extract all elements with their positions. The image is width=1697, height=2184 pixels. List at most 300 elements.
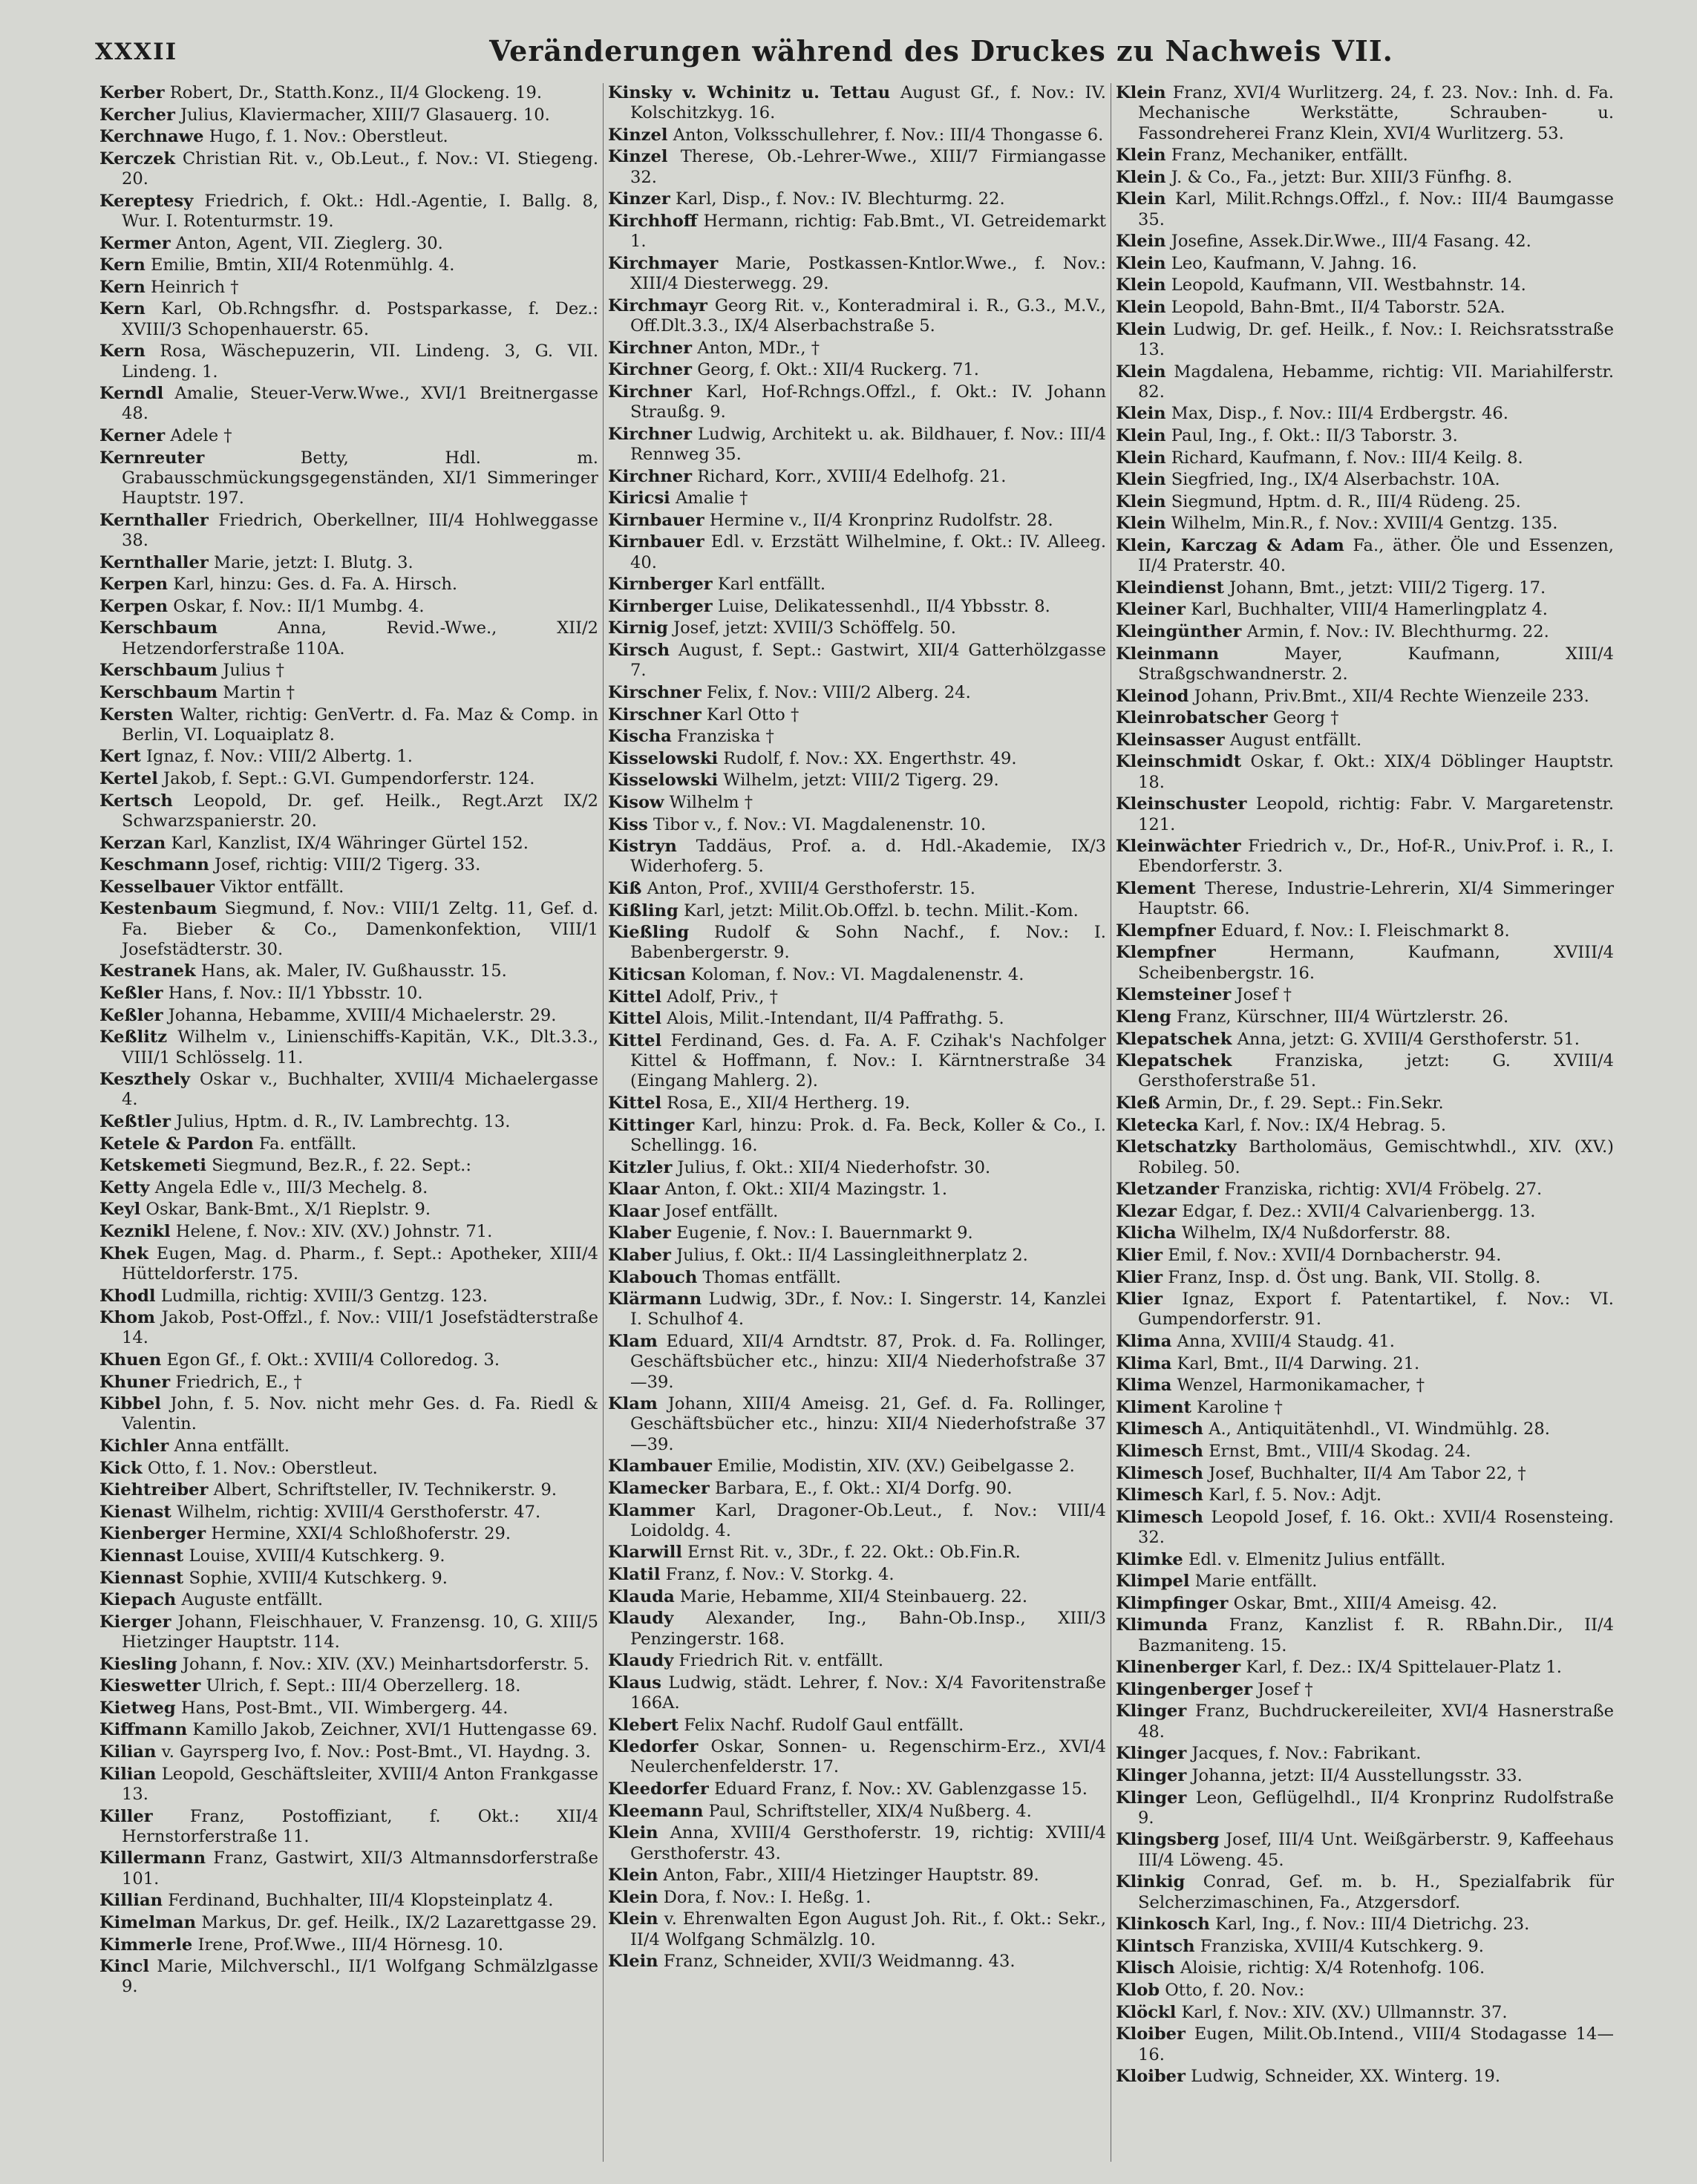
entry-name: Klisch [1116, 1958, 1175, 1978]
entry-details: Felix Nachf. Rudolf Gaul entfällt. [684, 1715, 964, 1735]
entry-details: Anton, Volksschullehrer, f. Nov.: III/4 Thongasse 6. [673, 125, 1104, 145]
directory-entry [1116, 1332, 1614, 1352]
entry-details: Rudolf, f. Nov.: XX. Engerthstr. 49. [723, 748, 1017, 768]
directory-entry [608, 683, 1106, 703]
entry-details: Therese, Ob.-Lehrer-Wwe., XIII/7 Firmiangasse 32. [630, 147, 1107, 187]
directory-entry [1116, 879, 1614, 920]
directory-entry [99, 1913, 598, 1933]
entry-name: Klepatschek [1116, 1051, 1232, 1071]
entry-name: Kittel [608, 987, 662, 1007]
entry-name: Ketty [99, 1177, 150, 1197]
directory-entry [99, 984, 598, 1004]
entry-name: Klintsch [1116, 1936, 1195, 1956]
entry-details: Oskar, f. Nov.: II/1 Mumbg. 4. [173, 596, 425, 616]
entry-name: Kerschbaum [99, 682, 218, 702]
directory-entry [1116, 1658, 1614, 1678]
entry-name: Klimesch [1116, 1485, 1203, 1505]
entry-details: Hermine v., II/4 Kronprinz Rudolfstr. 28. [709, 510, 1053, 530]
directory-entry [1116, 1376, 1614, 1396]
directory-entry [608, 641, 1106, 681]
entry-name: Kerndl [99, 384, 164, 404]
entry-name: Klimesch [1116, 1507, 1203, 1527]
directory-entry [99, 618, 598, 659]
entry-details: Karl entfällt. [717, 575, 826, 595]
directory-entry [1116, 837, 1614, 877]
entry-name: Kinsky v. Wchinitz u. Tettau [608, 83, 891, 102]
directory-entry [608, 1456, 1106, 1477]
entry-name: Klärmann [608, 1289, 702, 1310]
directory-entry [608, 1866, 1106, 1886]
directory-entry [608, 83, 1106, 124]
entry-details: Anton, Prof., XVIII/4 Gersthoferstr. 15. [647, 879, 975, 898]
directory-entry [99, 1524, 598, 1544]
entry-details: Franz, XVI/4 Wurlitzerg. 24, f. 23. Nov.: Inh. d. Fa. Mechanische Werkstätte, Schrauben- u. Fassondreherei Franz Klein, XVI/4 Wurlitzerg. 53. [1138, 83, 1614, 143]
directory-entry [1116, 644, 1614, 685]
entry-details: Anton, Fabr., XIII/4 Hietzinger Hauptstr. 89. [663, 1866, 1039, 1886]
entry-details: v. Ehrenwalten Egon August Joh. Rit., f. Okt.: Sekr., II/4 Wolfgang Schmälzlg. 10. [630, 1909, 1106, 1949]
directory-entry [99, 83, 598, 103]
directory-entry [1116, 1007, 1614, 1027]
column-middle [603, 83, 1111, 2162]
entry-name: Klatil [608, 1565, 661, 1585]
entry-details: Julius, Hptm. d. R., IV. Lambrechtg. 13. [176, 1112, 511, 1132]
entry-name: Kleemann [608, 1801, 704, 1821]
entry-name: Klinkosch [1116, 1915, 1210, 1935]
entry-name: Klier [1116, 1289, 1163, 1310]
entry-name: Klambauer [608, 1456, 712, 1477]
entry-details: Taddäus, Prof. a. d. Hdl.-Akademie, IX/3 Widerhoferg. 5. [630, 837, 1107, 877]
entry-name: Kiehtreiber [99, 1480, 209, 1500]
directory-entry [608, 837, 1106, 877]
entry-name: Kirnbauer [608, 532, 704, 552]
directory-entry [99, 1459, 598, 1479]
entry-details: Oskar v., Buchhalter, XVIII/4 Michaelergasse 4. [122, 1070, 598, 1110]
directory-entry [1116, 275, 1614, 295]
directory-entry [99, 1655, 598, 1675]
directory-entry [608, 1223, 1106, 1243]
entry-details: Friedrich, f. Okt.: Hdl.-Agentie, I. Ballg. 8, Wur. I. Rotenturmstr. 19. [122, 191, 598, 231]
directory-entry [1116, 1246, 1614, 1266]
entry-details: Edl. v. Erzstätt Wilhelmine, f. Okt.: IV. Alleeg. 40. [630, 532, 1106, 572]
directory-entry [608, 1246, 1106, 1266]
entry-name: Kilian [99, 1742, 157, 1762]
entry-details: Alois, Milit.-Intendant, II/4 Paffrathg. 5. [667, 1009, 1004, 1029]
directory-entry [608, 147, 1106, 188]
entry-details: August, f. Sept.: Gastwirt, XII/4 Gatterhölzgasse 7. [630, 641, 1106, 681]
entry-details: Franz, Gastwirt, XII/3 Altmannsdorferstraße 101. [122, 1848, 598, 1889]
directory-entry [1116, 1030, 1614, 1050]
entry-name: Kittinger [608, 1115, 695, 1135]
directory-entry [608, 1737, 1106, 1778]
directory-entry [608, 1289, 1106, 1330]
entry-name: Kertsch [99, 791, 173, 811]
directory-entry [1116, 1116, 1614, 1136]
entry-name: Kiticsan [608, 965, 686, 985]
directory-entry [1116, 1550, 1614, 1570]
directory-entry [608, 901, 1106, 921]
entry-details: Hermine, XXI/4 Schloßhoferstr. 29. [211, 1524, 511, 1544]
entry-name: Klimesch [1116, 1441, 1203, 1461]
directory-entry [1116, 514, 1614, 534]
entry-details: Marie, Hebamme, XII/4 Steinbauerg. 22. [679, 1586, 1028, 1606]
entry-name: Kienberger [99, 1524, 206, 1544]
entry-name: Keßler [99, 1005, 163, 1025]
entry-name: Kernthaller [99, 510, 209, 530]
directory-entry [99, 705, 598, 746]
entry-details: Eugen, Mag. d. Pharm., f. Sept.: Apotheker, XIII/4 Hütteldorferstr. 175. [122, 1243, 598, 1284]
entry-details: Karl, f. 5. Nov.: Adjt. [1209, 1485, 1382, 1505]
entry-details: Heinrich † [151, 277, 239, 297]
directory-entry [608, 467, 1106, 487]
directory-entry [608, 879, 1106, 899]
entry-name: Kesselbauer [99, 877, 215, 897]
entry-name: Klima [1116, 1376, 1172, 1396]
entry-details: Max, Disp., f. Nov.: III/4 Erdbergstr. 46. [1171, 404, 1508, 424]
entry-details: Karl, hinzu: Prok. d. Fa. Beck, Koller & Co., I. Schellingg. 16. [630, 1115, 1106, 1155]
entry-details: Richard, Kaufmann, f. Nov.: III/4 Keilg. 8. [1171, 448, 1523, 468]
directory-entry [99, 384, 598, 425]
entry-name: Kerzan [99, 833, 166, 853]
directory-entry [1116, 1180, 1614, 1200]
directory-entry [1116, 298, 1614, 318]
entry-name: Kersten [99, 704, 174, 725]
entry-name: Kern [99, 277, 145, 297]
entry-name: Ketele & Pardon [99, 1134, 254, 1154]
entry-details: Edgar, f. Dez.: XVII/4 Calvarienbergg. 13. [1182, 1201, 1536, 1221]
entry-details: Marie, jetzt: I. Blutg. 3. [213, 552, 413, 572]
entry-name: Kick [99, 1458, 143, 1478]
entry-name: Kloiber [1116, 2024, 1186, 2044]
entry-details: Franz, Schneider, XVII/3 Weidmanng. 43. [663, 1952, 1016, 1972]
directory-entry [99, 1027, 598, 1068]
directory-entry [608, 1501, 1106, 1542]
entry-name: Klepatschek [1116, 1029, 1232, 1049]
entry-name: Kinzel [608, 147, 668, 167]
directory-entry [99, 1612, 598, 1653]
directory-entry [1116, 404, 1614, 424]
entry-name: Kernreuter [99, 448, 205, 468]
entry-details: Wilhelm † [669, 792, 753, 812]
entry-details: Adolf, Priv., † [667, 987, 778, 1007]
entry-name: Klimesch [1116, 1419, 1203, 1439]
directory-entry [99, 1373, 598, 1393]
entry-name: Kimelman [99, 1912, 197, 1932]
directory-entry [608, 1479, 1106, 1499]
entry-details: Josef, III/4 Unt. Weißgärberstr. 9, Kaffeehaus III/4 Löweng. 45. [1138, 1830, 1614, 1870]
entry-details: Ferdinand, Ges. d. Fa. A. F. Czihak's Nachfolger Kittel & Hoffmann, f. Nov.: I. Kärntnerstraße 34 (Eingang Mahlerg. 2). [630, 1030, 1106, 1091]
entry-name: Kiß [608, 879, 642, 898]
entry-name: Kilian [99, 1764, 157, 1784]
directory-entry [99, 1006, 598, 1026]
entry-name: Kerpen [99, 596, 169, 616]
directory-entry [608, 1332, 1106, 1393]
entry-name: Kliment [1116, 1397, 1191, 1417]
directory-entry [608, 1909, 1106, 1950]
entry-details: Rudolf & Sohn Nachf., f. Nov.: I. Babenbergerstr. 9. [630, 923, 1106, 963]
entry-name: Kitzler [608, 1157, 673, 1177]
directory-entry [99, 961, 598, 981]
entry-name: Klezar [1116, 1201, 1177, 1221]
entry-details: Josef, Buchhalter, II/4 Am Tabor 22, † [1209, 1463, 1526, 1483]
entry-name: Klaar [608, 1180, 660, 1200]
entry-details: Ignaz, f. Nov.: VIII/2 Albertg. 1. [146, 747, 413, 767]
entry-details: Karl, f. Nov.: XIV. (XV.) Ullmannstr. 37. [1181, 2002, 1508, 2022]
directory-entry [608, 1268, 1106, 1288]
entry-details: Karl, Milit.Rchngs.Offzl., f. Nov.: III/4 Baumgasse 35. [1138, 189, 1614, 229]
entry-details: Georg, f. Okt.: XII/4 Ruckerg. 71. [697, 360, 979, 380]
entry-details: Anna, Revid.-Wwe., XII/2 Hetzendorferstraße 110A. [122, 618, 598, 658]
entry-details: Friedrich v., Dr., Hof-R., Univ.Prof. i. R., I. Ebendorferstr. 3. [1138, 837, 1614, 877]
entry-name: Klauda [608, 1586, 675, 1606]
entry-name: Kieswetter [99, 1676, 201, 1696]
entry-name: Kereptesy [99, 191, 194, 211]
directory-entry [99, 1112, 598, 1132]
entry-details: Leopold, Bahn-Bmt., II/4 Taborstr. 52A. [1171, 298, 1505, 318]
directory-entry [608, 1394, 1106, 1455]
entry-name: Kercher [99, 105, 175, 125]
directory-entry [1116, 752, 1614, 793]
entry-details: Franziska, XVIII/4 Kutschkerg. 9. [1200, 1936, 1484, 1956]
directory-entry [608, 1158, 1106, 1178]
directory-entry [99, 1178, 598, 1198]
entry-details: August entfällt. [1229, 730, 1362, 750]
entry-details: Ludwig, städt. Lehrer, f. Nov.: X/4 Favoritenstraße 166A. [630, 1673, 1106, 1713]
directory-entry [1116, 189, 1614, 230]
entry-details: Marie, Milchverschl., II/1 Wolfgang Schmälzlgasse 9. [122, 1957, 598, 1997]
entry-details: Karl, hinzu: Ges. d. Fa. A. Hirsch. [173, 575, 458, 595]
entry-details: Karl, Ob.Rchngsfhr. d. Postsparkasse, f. Dez.: XVIII/3 Schopenhauerstr. 65. [122, 299, 598, 339]
entry-details: Kamillo Jakob, Zeichner, XVI/1 Huttengasse 69. [192, 1720, 598, 1740]
directory-entry [1116, 1958, 1614, 1978]
directory-entry [99, 791, 598, 832]
entry-name: Klein [1116, 146, 1166, 166]
entry-details: Karl, Ing., f. Nov.: III/4 Dietrichg. 23. [1215, 1915, 1530, 1935]
directory-entry [1116, 146, 1614, 166]
directory-entry [99, 1134, 598, 1154]
directory-entry [1116, 600, 1614, 620]
entry-details: Viktor entfällt. [220, 877, 344, 897]
entry-details: Ulrich, f. Sept.: III/4 Oberzellerg. 18. [206, 1676, 521, 1696]
entry-name: Klinger [1116, 1765, 1187, 1785]
entry-details: Hans, Post-Bmt., VII. Wimbergerg. 44. [180, 1698, 509, 1718]
directory-entry [608, 212, 1106, 252]
entry-details: Karl, f. Dez.: IX/4 Spittelauer-Platz 1. [1246, 1658, 1562, 1678]
directory-entry [608, 923, 1106, 964]
entry-name: Klempfner [1116, 943, 1216, 963]
directory-entry [99, 299, 598, 340]
entry-name: Kirnig [608, 618, 668, 638]
directory-columns [95, 83, 1621, 2162]
entry-details: Jakob, Post-Offzl., f. Nov.: VIII/1 Josefstädterstraße 14. [122, 1308, 598, 1348]
directory-entry [1116, 168, 1614, 188]
directory-entry [99, 1742, 598, 1762]
directory-entry [99, 511, 598, 552]
directory-entry [608, 339, 1106, 359]
entry-details: Julius, Klaviermacher, XIII/7 Glasauerg. 10. [180, 105, 550, 125]
directory-entry [1116, 1485, 1614, 1505]
directory-entry [99, 1699, 598, 1719]
entry-details: Hans, f. Nov.: II/1 Ybbsstr. 10. [168, 984, 423, 1004]
entry-details: Hermann, Kaufmann, XVIII/4 Scheibenbergstr. 16. [1138, 943, 1614, 983]
entry-name: Klinenberger [1116, 1658, 1241, 1678]
directory-entry [1116, 1051, 1614, 1092]
entry-details: Angela Edle v., III/3 Mechelg. 8. [154, 1177, 428, 1197]
entry-name: Klinger [1116, 1701, 1187, 1722]
directory-entry [608, 488, 1106, 509]
entry-name: Klabouch [608, 1267, 698, 1287]
entry-details: Ludwig, 3Dr., f. Nov.: I. Singerstr. 14, Kanzlei I. Schulhof 4. [630, 1289, 1106, 1330]
entry-details: Edl. v. Elmenitz Julius entfällt. [1188, 1549, 1446, 1569]
directory-entry [1116, 1202, 1614, 1222]
entry-details: Oskar, Bmt., XIII/4 Ameisg. 42. [1233, 1593, 1497, 1613]
entry-name: Klaudy [608, 1609, 674, 1629]
directory-entry [1116, 1830, 1614, 1871]
entry-details: Eduard, XII/4 Arndtstr. 87, Prok. d. Fa. Rollinger, Geschäftsbücher etc., hinzu: XII/4 Niederhofstraße 37—39. [630, 1331, 1106, 1392]
entry-details: Richard, Korr., XVIII/4 Edelhofg. 21. [697, 466, 1007, 486]
entry-name: Klein [1116, 319, 1166, 339]
directory-entry [1116, 1766, 1614, 1786]
entry-name: Kirchmayer [608, 253, 719, 273]
directory-entry [1116, 794, 1614, 835]
directory-entry [99, 1957, 598, 1998]
entry-details: Georg † [1272, 708, 1339, 728]
entry-name: Khek [99, 1243, 149, 1263]
entry-name: Kißling [608, 900, 679, 921]
entry-name: Klimpfinger [1116, 1593, 1229, 1613]
entry-details: John, f. 5. Nov. nicht mehr Ges. d. Fa. Riedl & Valentin. [122, 1394, 599, 1434]
directory-entry [99, 1807, 598, 1848]
entry-name: Kleedorfer [608, 1779, 709, 1799]
entry-name: Klein [1116, 189, 1166, 209]
entry-details: Franz, f. Nov.: V. Storkg. 4. [665, 1565, 895, 1585]
entry-name: Kiennast [99, 1546, 184, 1566]
entry-details: Karl, f. Nov.: IX/4 Hebrag. 5. [1203, 1115, 1447, 1135]
entry-name: Kert [99, 747, 141, 767]
entry-details: Karl Otto † [706, 704, 800, 725]
entry-details: Wilhelm, IX/4 Nußdorferstr. 88. [1181, 1223, 1451, 1243]
entry-name: Kerschbaum [99, 661, 218, 681]
entry-name: Kirchner [608, 382, 693, 402]
directory-entry [608, 987, 1106, 1007]
directory-entry [1116, 1137, 1614, 1178]
entry-name: Kestenbaum [99, 899, 218, 919]
directory-entry [608, 1651, 1106, 1671]
entry-name: Killer [99, 1806, 153, 1826]
directory-entry [1116, 1680, 1614, 1700]
directory-entry [1116, 943, 1614, 984]
entry-details: Eduard, f. Nov.: I. Fleischmarkt 8. [1220, 921, 1510, 941]
directory-entry [608, 575, 1106, 595]
entry-details: Karl, Kanzlist, IX/4 Währinger Gürtel 152. [171, 833, 529, 853]
entry-name: Klein [1116, 167, 1166, 187]
entry-details: Franz, Postoffiziant, f. Okt.: XII/4 Hernstorferstraße 11. [122, 1806, 598, 1846]
directory-entry [608, 705, 1106, 725]
directory-entry [608, 597, 1106, 617]
entry-details: Oskar, Bank-Bmt., X/1 Rieplstr. 9. [145, 1200, 431, 1220]
entry-details: Amalie † [675, 488, 748, 509]
entry-details: Koloman, f. Nov.: VI. Magdalenenstr. 4. [690, 965, 1024, 985]
entry-name: Kleingünther [1116, 622, 1242, 642]
directory-entry [1116, 708, 1614, 728]
directory-entry [99, 1569, 598, 1589]
entry-name: Klima [1116, 1353, 1172, 1373]
entry-details: August Gf., f. Nov.: IV. Kolschitzkyg. 16. [630, 83, 1106, 123]
entry-details: Jacques, f. Nov.: Fabrikant. [1191, 1744, 1422, 1764]
entry-details: Johann, f. Nov.: XIV. (XV.) Meinhartsdorferstr. 5. [182, 1654, 589, 1674]
directory-entry [1116, 1981, 1614, 2001]
entry-name: Klam [608, 1331, 658, 1351]
directory-entry [99, 575, 598, 595]
entry-name: Kirchner [608, 338, 693, 358]
entry-name: Keßtler [99, 1112, 171, 1132]
entry-details: Fa., äther. Öle und Essenzen, II/4 Praterstr. 40. [1138, 535, 1614, 576]
entry-name: Klein [1116, 253, 1166, 273]
page-title: Veränderungen während des Druckes zu Nachweis VII. [489, 34, 1393, 68]
entry-name: Klaudy [608, 1651, 674, 1671]
entry-details: Hans, ak. Maler, IV. Gußhausstr. 15. [200, 961, 507, 981]
directory-entry [99, 105, 598, 125]
directory-entry [1116, 1289, 1614, 1330]
directory-entry [1116, 1915, 1614, 1935]
entry-details: Franziska † [676, 727, 774, 747]
directory-entry [99, 683, 598, 703]
entry-details: Leopold, richtig: Fabr. V. Margaretenstr. 121. [1138, 794, 1615, 834]
entry-details: Mayer, Kaufmann, XIII/4 Straßgschwandnerstr. 2. [1138, 644, 1614, 684]
entry-name: Kleiner [1116, 600, 1186, 620]
entry-name: Klein [608, 1887, 658, 1907]
entry-name: Kiffmann [99, 1720, 188, 1740]
entry-details: Josef, richtig: VIII/2 Tigerg. 33. [215, 855, 481, 875]
entry-details: Robert, Dr., Statth.Konz., II/4 Glockeng. 19. [169, 83, 543, 102]
entry-details: Franziska, richtig: XVI/4 Fröbelg. 27. [1224, 1180, 1543, 1200]
entry-name: Klemsteiner [1116, 985, 1232, 1005]
directory-entry [99, 877, 598, 898]
entry-name: Ketskemeti [99, 1156, 207, 1176]
entry-name: Klier [1116, 1267, 1163, 1287]
directory-entry [99, 1436, 598, 1456]
entry-details: Georg Rit. v., Konteradmiral i. R., G.3., M.V., Off.Dlt.3.3., IX/4 Alserbachstraße 5. [630, 295, 1106, 336]
entry-name: Kisselowski [608, 771, 719, 791]
entry-name: Kertel [99, 769, 158, 789]
directory-entry [608, 189, 1106, 209]
entry-details: Barbara, E., f. Okt.: XI/4 Dorfg. 90. [715, 1478, 1013, 1498]
directory-entry [99, 553, 598, 573]
directory-entry [608, 965, 1106, 985]
entry-details: Eugenie, f. Nov.: I. Bauernmarkt 9. [676, 1223, 973, 1243]
entry-name: Kiricsi [608, 488, 670, 509]
entry-details: Johann, Priv.Bmt., XII/4 Rechte Wienzeile 233. [1194, 686, 1589, 706]
entry-name: Killian [99, 1891, 163, 1911]
entry-details: Albert, Schriftsteller, IV. Technikerstr. 9. [213, 1480, 558, 1500]
directory-entry [99, 234, 598, 254]
directory-entry [1116, 730, 1614, 751]
entry-name: Kirschner [608, 682, 702, 702]
column-left [95, 83, 603, 2162]
entry-name: Kerpen [99, 575, 169, 595]
entry-name: Keschmann [99, 855, 209, 875]
directory-entry [608, 1202, 1106, 1222]
entry-details: Therese, Industrie-Lehrerin, XI/4 Simmeringer Hauptstr. 66. [1138, 879, 1614, 919]
entry-name: Klein [1116, 298, 1166, 318]
entry-details: Karl, Disp., f. Nov.: IV. Blechturmg. 22. [675, 189, 1005, 209]
entry-name: Khuen [99, 1350, 162, 1370]
directory-entry [1116, 1268, 1614, 1288]
entry-name: Kleinmann [1116, 644, 1220, 664]
entry-details: Amalie, Steuer-Verw.Wwe., XVI/1 Breitnergasse 48. [122, 384, 598, 424]
entry-details: Josef entfällt. [664, 1201, 779, 1221]
entry-name: Keßler [99, 984, 163, 1004]
entry-details: Hugo, f. 1. Nov.: Oberstleut. [209, 127, 448, 147]
